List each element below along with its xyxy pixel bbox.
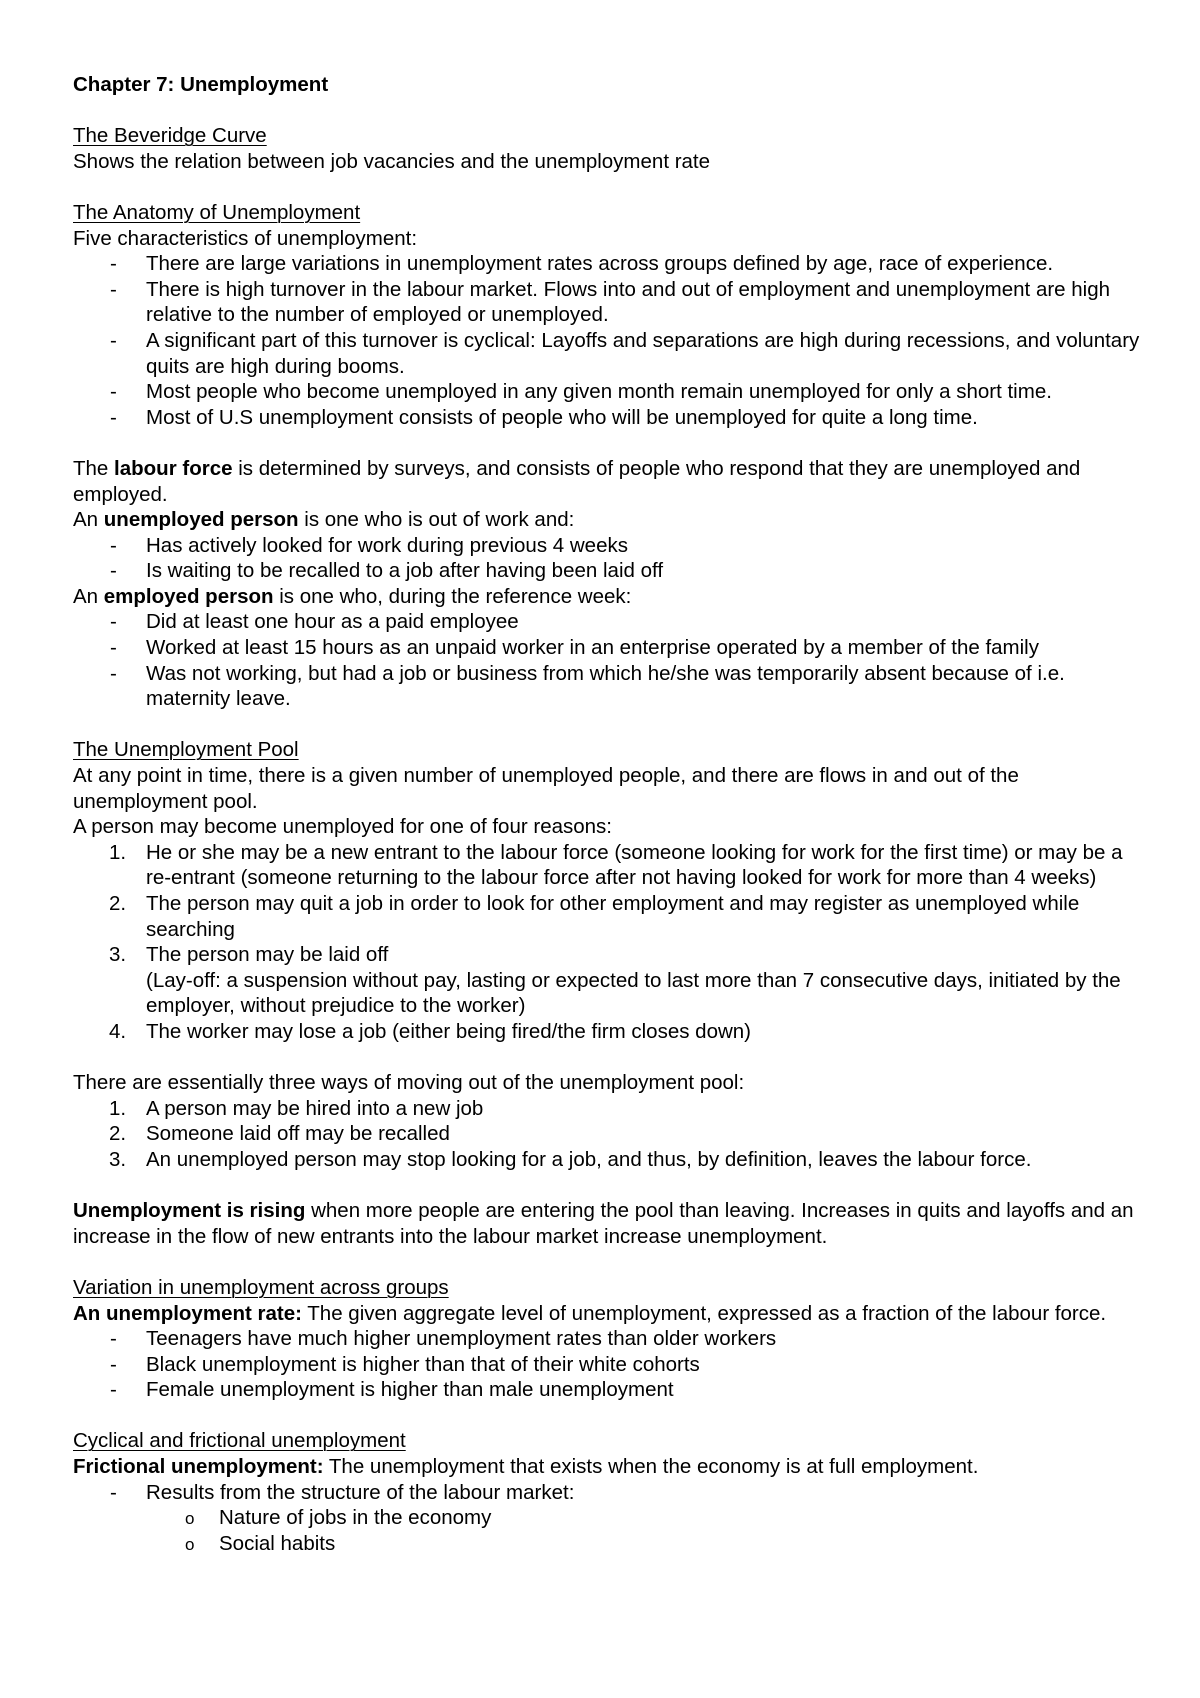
- unemployment-rate-paragraph: [73, 1301, 1153, 1327]
- employed-person-term: employed person: [103, 584, 274, 608]
- list-number: 2.: [109, 892, 127, 915]
- list-item-text: Someone laid off may be recalled: [146, 1122, 450, 1146]
- reasons-list: [73, 840, 1153, 1045]
- dash-bullet: -: [110, 661, 117, 685]
- document-page: [73, 72, 1153, 1556]
- list-item: [73, 661, 1153, 712]
- list-number: 1.: [109, 1096, 127, 1120]
- list-item: [73, 1147, 1153, 1173]
- variation-list: [73, 1326, 1153, 1403]
- list-item: [73, 1121, 1153, 1147]
- list-item: [73, 891, 1153, 942]
- list-item-text: An unemployed person may stop looking for a job, and thus, by definition, leaves the labour force.: [146, 1147, 1032, 1171]
- list-item: [73, 251, 1153, 277]
- unemployed-person-list: [73, 533, 1153, 584]
- list-item-text: The person may quit a job in order to look for other employment and may register as unemployed while searching: [146, 892, 1080, 941]
- variation-heading: Variation in unemployment across groups: [73, 1275, 449, 1299]
- list-item: [73, 1352, 1153, 1378]
- list-item: [73, 609, 1153, 635]
- list-item: [73, 1096, 1153, 1122]
- text-run: is one who is out of work and:: [298, 508, 575, 532]
- text-run: is determined by surveys, and consists of people who respond that they are unemployed and employed.: [73, 456, 1081, 506]
- dash-bullet: -: [110, 533, 117, 557]
- cyclical-heading: Cyclical and frictional unemployment: [73, 1429, 406, 1453]
- dash-bullet: -: [110, 1480, 117, 1504]
- text-run: The given aggregate level of unemployment, expressed as a fraction of the labour force.: [301, 1301, 1107, 1325]
- list-item: [73, 1019, 1153, 1045]
- list-item: [73, 277, 1153, 328]
- document-title: Chapter 7: Unemployment: [73, 73, 329, 96]
- frictional-list: [73, 1480, 1153, 1506]
- list-item-text: A significant part of this turnover is cyclical: Layoffs and separations are high during recessions, and voluntary quits are high during booms.: [146, 328, 1140, 378]
- list-item-text: Did at least one hour as a paid employee: [146, 610, 519, 634]
- list-item: [73, 1505, 1153, 1531]
- pool-out-list: [73, 1096, 1153, 1173]
- list-item-text: Most of U.S unemployment consists of people who will be unemployed for quite a long time.: [146, 405, 978, 429]
- list-item: [73, 379, 1153, 405]
- list-item-text: Was not working, but had a job or business from which he/she was temporarily absent because of i.e. maternity leave.: [146, 661, 1065, 711]
- labour-force-term: labour force: [114, 456, 233, 480]
- dash-bullet: -: [110, 380, 117, 404]
- list-item: [73, 840, 1153, 891]
- dash-bullet: -: [110, 559, 117, 583]
- layoff-definition: (Lay-off: a suspension without pay, lasting or expected to last more than 7 consecutive days, initiated by the employer, without prejudice to the worker): [146, 968, 1121, 1018]
- list-item-text: The person may be laid off: [146, 943, 389, 967]
- beveridge-text: Shows the relation between job vacancies and the unemployment rate: [73, 149, 711, 173]
- list-item: [73, 1480, 1153, 1506]
- beveridge-heading: The Beveridge Curve: [73, 124, 267, 148]
- list-item: [73, 1377, 1153, 1403]
- list-number: 4.: [109, 1019, 127, 1043]
- pool-intro: A person may become unemployed for one of four reasons:: [73, 815, 613, 839]
- list-item-text: Female unemployment is higher than male unemployment: [146, 1378, 674, 1402]
- frictional-sublist: [73, 1505, 1153, 1556]
- anatomy-list: [73, 251, 1153, 430]
- list-item-text: There is high turnover in the labour market. Flows into and out of employment and unemployment are high relative to the number of employed or unemployed.: [146, 277, 1111, 327]
- list-item: [73, 942, 1153, 1019]
- list-item-text: There are large variations in unemployment rates across groups defined by age, race of experience.: [146, 252, 1054, 276]
- list-item-text: Social habits: [219, 1531, 336, 1555]
- list-item-text: He or she may be a new entrant to the labour force (someone looking for work for the first time) or may be a re-entrant (someone returning to the labour force after not having looked for work for more than 4 weeks): [146, 840, 1123, 890]
- frictional-term: Frictional unemployment:: [73, 1455, 324, 1479]
- dash-bullet: -: [110, 1327, 117, 1351]
- list-item-text: Worked at least 15 hours as an unpaid worker in an enterprise operated by a member of the family: [146, 636, 1039, 660]
- circle-bullet: o: [185, 1509, 195, 1529]
- unemployed-person-paragraph: [73, 507, 1153, 533]
- pool-heading: The Unemployment Pool: [73, 738, 299, 762]
- list-item: [73, 405, 1153, 431]
- employed-person-list: [73, 609, 1153, 711]
- dash-bullet: -: [110, 328, 117, 352]
- dash-bullet: -: [110, 1378, 117, 1402]
- anatomy-heading: The Anatomy of Unemployment: [73, 200, 361, 224]
- list-item: [73, 1326, 1153, 1352]
- list-number: 1.: [109, 840, 127, 864]
- unemployment-rate-term: An unemployment rate:: [73, 1301, 302, 1325]
- dash-bullet: -: [110, 277, 117, 301]
- list-item: [73, 533, 1153, 559]
- dash-bullet: -: [110, 636, 117, 660]
- list-item-text: Has actively looked for work during previous 4 weeks: [146, 533, 628, 557]
- list-item-text: Teenagers have much higher unemployment rates than older workers: [146, 1327, 777, 1351]
- list-number: 3.: [109, 943, 127, 967]
- list-item: [73, 328, 1153, 379]
- list-item-text: Black unemployment is higher than that of their white cohorts: [146, 1352, 700, 1376]
- text-run: An: [73, 508, 104, 532]
- pool-text: At any point in time, there is a given number of unemployed people, and there are flows in and out of the unemployment pool.: [73, 764, 1019, 813]
- list-item-text: Is waiting to be recalled to a job after having been laid off: [146, 559, 664, 583]
- list-item-text: Results from the structure of the labour market:: [146, 1480, 575, 1504]
- dash-bullet: -: [110, 252, 117, 276]
- rising-term: Unemployment is rising: [73, 1199, 306, 1223]
- text-run: when more people are entering the pool than leaving. Increases in quits and layoffs and an increase in the flow of new entrants into the labour market increase unemployment.: [73, 1199, 1134, 1248]
- unemployed-person-term: unemployed person: [103, 508, 299, 532]
- text-run: The unemployment that exists when the economy is at full employment.: [323, 1455, 979, 1479]
- dash-bullet: -: [110, 610, 117, 634]
- rising-paragraph: [73, 1198, 1153, 1249]
- text-run: An: [73, 584, 104, 608]
- list-item-text: Nature of jobs in the economy: [219, 1506, 492, 1530]
- anatomy-intro: Five characteristics of unemployment:: [73, 226, 418, 250]
- list-item-text: Most people who become unemployed in any given month remain unemployed for only a short time.: [146, 380, 1052, 404]
- dash-bullet: -: [110, 405, 117, 429]
- dash-bullet: -: [110, 1352, 117, 1376]
- list-item: [73, 558, 1153, 584]
- text-run: The: [73, 456, 115, 480]
- pool-out-intro: There are essentially three ways of moving out of the unemployment pool:: [73, 1071, 745, 1095]
- text-run: is one who, during the reference week:: [273, 584, 632, 608]
- list-number: 3.: [109, 1147, 127, 1171]
- labour-force-paragraph: [73, 456, 1153, 507]
- frictional-paragraph: [73, 1454, 1153, 1480]
- list-number: 2.: [109, 1122, 127, 1146]
- employed-person-paragraph: [73, 584, 1153, 610]
- list-item-text: A person may be hired into a new job: [146, 1096, 484, 1120]
- list-item: [73, 1531, 1153, 1557]
- circle-bullet: o: [185, 1534, 195, 1554]
- list-item-text: The worker may lose a job (either being fired/the firm closes down): [146, 1019, 752, 1043]
- list-item: [73, 635, 1153, 661]
